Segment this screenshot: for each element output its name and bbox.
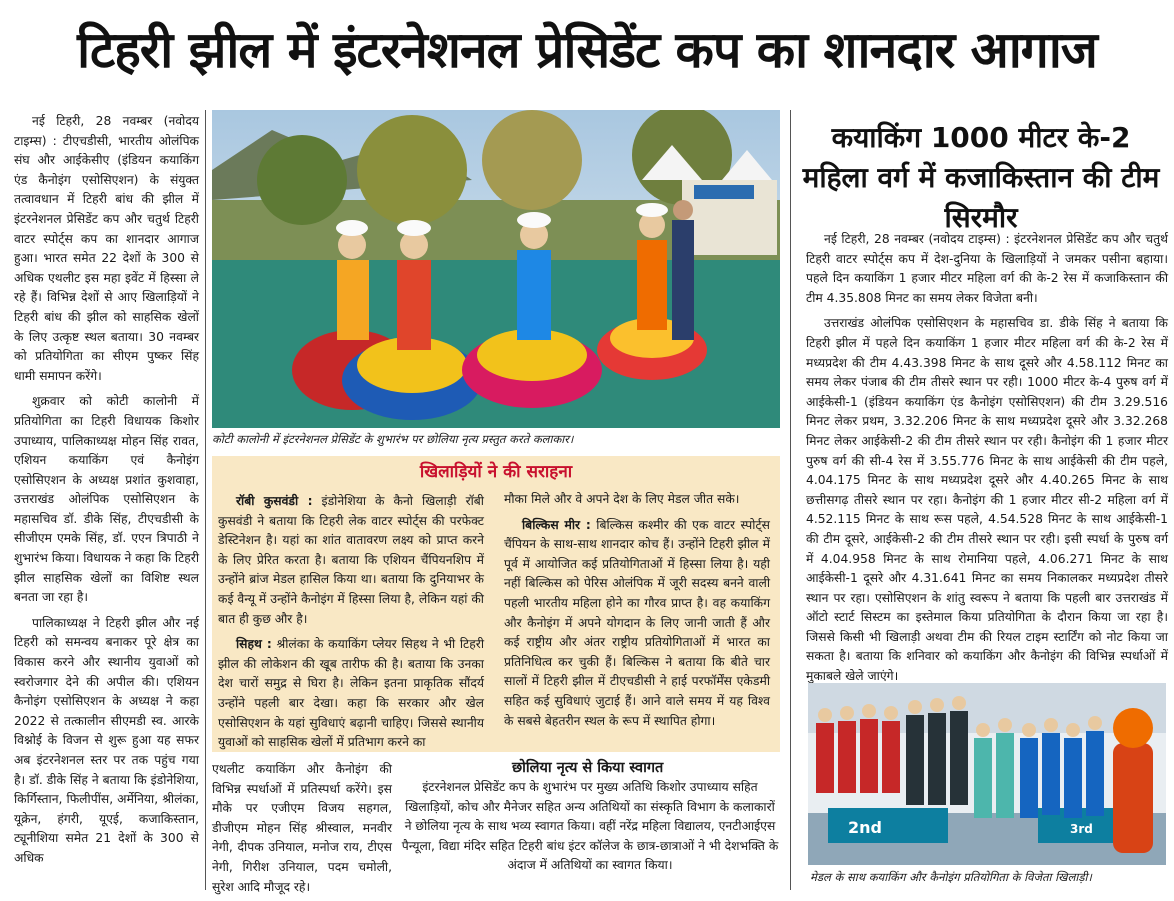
praise-robi-name: रॉबी कुसवंडी : xyxy=(236,494,313,508)
praise-continued-text: मौका मिले और वे अपने देश के लिए मेडल जीत सके। xyxy=(504,492,740,506)
chholiya-text: इंटरनेशनल प्रेसिडेंट कप के शुभारंभ पर मुख्य अतिथि किशोर उपाध्याय सहित खिलाड़ियों, कोच और मैनेजर सहित अन्य अतिथियों का संस्कृति विभाग के कलाकारों ने छोलिया नृत्य के साथ भव्य स्वागत किया। वहीं नरेंद्र महिला विद्यालय, एनटीआईएस पैन्यूला, विद्या मंदिर सहित टिहरी बांध इंटर कॉलेज के छात्र-छात्राओं ने भी देशभक्ति के अंदाज में अतिथियों का स्वागत किया। xyxy=(401,780,779,873)
right-para-1: नई टिहरी, 28 नवम्बर (नवोदय टाइम्स) : इंटरनेशनल प्रेसिडेंट कप और चतुर्थ टिहरी वाटर स्पोर्ट्स कप में देश-दुनिया के खिलाड़ियों ने जमकर पसीना बहाया। पहले दिन कयाकिंग 1 हजार मीटर महिला वर्ग की के-2 रेस में कजाकिस्तान की टीम 4.35.808 मिनट का समय लेकर विजेता बनी। xyxy=(806,232,1168,305)
middle-bottom-text: एथलीट कयाकिंग और कैनोइंग की विभिन्न स्पर्धाओं में प्रतिस्पर्धा करेंगे। इस मौके पर एजीएम विजय सहगल, डीजीएम मोहन सिंह श्रीस्वाल, मनवीर नेगी, दीपक उनियाल, मनोज राय, टीएस नेगी, गिरीश उनियाल, पदम चमोली, सुरेश आदि मौजूद रहे। xyxy=(212,762,392,894)
left-para-3: पालिकाध्यक्ष ने टिहरी झील और नई टिहरी को समन्वय बनाकर पूरे क्षेत्र का विकास करने और स्थानीय युवाओं को स्वरोजगार देने की अपील की। एशियन कैनोइंग एसोसिएशन के अध्यक्ष ने कहा 2022 से तत्कालीन सीएमडी स्व. आरके विश्नोई के विजन से शुरू हुआ यह सफर अब इंटरनेशनल स्तर पर तक पहुंच गया है। डॉ. डीके सिंह ने बताया कि इंडोनेशिया, किर्गिस्तान, फिलीपींस, अर्मेनिया, श्रीलंका, यूक्रेन, हंगरी, यूएई, कजाकिस्तान, ट्यूनीशिया समेत 21 देशों के 300 से अधिक xyxy=(14,615,199,865)
dance-photo-illustration xyxy=(212,110,780,428)
medal-photo-illustration xyxy=(808,683,1166,865)
praise-bilkis xyxy=(504,516,770,732)
praise-sihath xyxy=(218,635,484,753)
praise-bilkis-name: बिल्किस मीर : xyxy=(522,517,591,532)
chholiya-heading: छोलिया नृत्य से किया स्वागत xyxy=(512,760,664,776)
middle-bottom-column xyxy=(212,760,392,897)
left-para-1: नई टिहरी, 28 नवम्बर (नवोदय टाइम्स) : टीएचडीसी, भारतीय ओलंपिक संघ और आईकेसीए (इंडियन कयाकिंग एंड कैनोइंग एसोसिएशन) के संयुक्त तत्वावधान में टिहरी बांध की झील में इंटरनेशनल प्रेसिडेंट कप और चतुर्थ टिहरी वाटर स्पोर्ट्स कप का शानदार आगाज हुआ। भारत समेत 22 देशों के 300 से अधिक एथलीट इस महा इवेंट में हिस्सा ले रहे हैं। विभिन्न देशों से आए खिलाड़ियों ने टिहरी बांध की झील को साहसिक खेलों के लिए उत्कृष्ट स्थल बताया। 30 नवम्बर को प्रतियोगिता का सीएम पुष्कर सिंह धामी समापन करेंगे। xyxy=(14,114,199,383)
medal-winners-photo xyxy=(808,683,1166,865)
dance-photo-caption: कोटी कालोनी में इंटरनेशनल प्रेसिडेंट के शुभारंभ पर छोलिया नृत्य प्रस्तुत करते कलाकार। xyxy=(212,432,574,446)
left-para-2: शुक्रवार को कोटी कालोनी में प्रतियोगिता का टिहरी विधायक किशोर उपाध्याय, पालिकाध्यक्ष मोहन सिंह रावत, एशियन कयाकिंग एवं कैनोइंग एसोसिएशन के अध्यक्ष प्रशांत कुशवाहा, उत्तराखंड ओलंपिक एसोसिएशन के महासचिव डॉ. डीके सिंह, टीएचडीसी के सीजीएम एमके सिंह, डॉ. एएन त्रिपाठी ने शुभारंभ किया। विधायक ने कहा कि टिहरी झील साहसिक खेलों का विशिष्ट स्थल बनता जा रहा है। xyxy=(14,394,200,605)
chholiya-column xyxy=(400,778,780,876)
medal-photo-caption: मेडल के साथ कयाकिंग और कैनोइंग प्रतियोगिता के विजेता खिलाड़ी। xyxy=(810,870,1092,884)
praise-continued xyxy=(504,490,770,510)
praise-sihath-text: श्रीलंका के कयाकिंग प्लेयर सिहथ ने भी टिहरी झील की लोकेशन की खूब तारीफ की है। बताया कि उनका देश चारों समुद्र से घिरा है। लेकिन इतना प्राकृतिक सौंदर्य उन्होंने पहली बार देखा। कहा कि सरकार और खेल एसोसिएशन के यहां सुविधाएं बढ़ानी चाहिए। जिससे स्थानीय युवाओं को साहसिक खेलों में प्रतिभाग करने का xyxy=(218,637,485,750)
column-divider-right xyxy=(790,110,791,890)
praise-robi-text: इंडोनेशिया के कैनो खिलाड़ी रॉबी कुसवंडी ने बताया कि टिहरी लेक वाटर स्पोर्ट्स की परफेक्ट डेस्टिनेशन है। यहां का शांत वातावरण लक्ष्य को प्राप्त करने के लिए प्रेरित करता है। बताया कि एशियन चैंपियनशिप में उन्होंने ब्रांज मेडल हासिल किया था। बताया कि दुनियाभर के कई वैन्यू में उन्होंने कैनोइंग में हिस्सा लिया है, लेकिन यहां की बात ही कुछ और है। xyxy=(218,494,484,626)
podium-label-third: 3rd xyxy=(1070,822,1093,836)
right-article-column xyxy=(806,230,1168,687)
praise-bilkis-text: बिल्किस कश्मीर की एक वाटर स्पोर्ट्स चैंपियन के साथ-साथ शानदार कोच हैं। उन्होंने टिहरी झील में पूर्व में आयोजित कई प्रतियोगिताओं में हिस्सा लिया है। यही नहीं बिल्किस को पेरिस ओलंपिक में जूरी सदस्य बनने वाली पहली भारतीय महिला होने का गौरव प्राप्त है। वह कयाकिंग और कैनोइंग में अपने योगदान के लिए जानी जाती हैं और कई राष्ट्रीय और अंतर राष्ट्रीय प्रतियोगिताओं में भारत का प्रतिनिधित्व कर चुकी हैं। बिल्किस ने बताया कि बीते चार सालों में टिहरी झील में टीएचडीसी ने हाई परफॉर्मेंस एकेडमी सहित कई सुविधाएं जुटाई हैं। आने वाले समय में यह विश्व के सबसे बेहतरीन स्थल के रूप में स्थापित होगा। xyxy=(504,517,770,728)
praise-box-title: खिलाड़ियों ने की सराहना xyxy=(419,462,573,482)
praise-left-column xyxy=(218,492,484,753)
right-para-2: उत्तराखंड ओलंपिक एसोसिएशन के महासचिव डा. डीके सिंह ने बताया कि टिहरी झील में पहले दिन कयाकिंग 1 हजार मीटर महिला वर्ग की के-2 रेस में मध्यप्रदेश की टीम 4.43.398 मिनट के साथ दूसरे और 4.58.112 मिनट का समय लेकर पंजाब की टीम तीसरे स्थान पर रही। 1000 मीटर के-4 पुरुष वर्ग में आईकेसी-1 (इंडियन कयाकिंग एंड कैनोइंग एसोसिएशन) की टीम 3.29.516 मिनट लेकर प्रथम, 3.32.206 मिनट के साथ मध्यप्रदेश दूसरे और 3.32.268 मिनट लेकर आईकेसी-2 की टीम तीसरे स्थान पर रही। कैनोइंग की 1 हजार मीटर पुरुष वर्ग की सी-4 रेस में 3.55.776 मिनट के साथ आईकेसी की टीम पहले, 4.04.175 मिनट के साथ मध्यप्रदेश दूसरे और 4.40.265 मिनट के साथ छत्तीसगढ़ तीसरे स्थान पर रहा। कैनोइंग की 1 हजार मीटर सी-2 महिला वर्ग में 4.52.115 मिनट के साथ रूस पहले, 4.54.528 मिनट के साथ आईकेसी-1 की टीम दूसरे, आईकेसी-2 की टीम तीसरे स्थान पर रही। इसी स्पर्धा के पुरुष वर्ग में 4.04.958 मिनट के साथ रोमानिया पहले, 4.06.271 मिनट के साथ आईकेसी-1 दूसरे और 4.31.641 मिनट का समय निकालकर मध्यप्रदेश तीसरे स्थान पर रहा। एसोसिएशन के शांतु स्वरूप ने बताया कि पहली बार उत्तराखंड में ऑटो स्टार्ट सिस्टम का इस्तेमाल किया प्रतियोगिता के दौरान किया जा रहा है। जिससे किसी भी खिलाड़ी अथवा टीम की रियल टाइम स्टार्टिंग को नोट किया जा सकता है। बताया कि शनिवार को कयाकिंग और कैनोइंग की विभिन्न स्पर्धाओं में मुकाबले खेले जाएंगे। xyxy=(806,316,1168,684)
podium-label-second: 2nd xyxy=(848,818,882,837)
player-praise-box xyxy=(212,456,780,752)
column-divider xyxy=(205,110,206,890)
headline: टिहरी झील में इंटरनेशनल प्रेसिडेंट कप का शानदार आगाज xyxy=(77,21,1097,79)
left-column xyxy=(14,112,199,897)
praise-robi xyxy=(218,492,484,629)
right-article-heading: कयाकिंग 1000 मीटर के-2 महिला वर्ग में कजाकिस्तान की टीम सिरमौर xyxy=(802,121,1160,234)
praise-sihath-name: सिहथ : xyxy=(236,637,272,652)
chholiya-dance-photo xyxy=(212,110,780,428)
praise-right-column xyxy=(504,490,770,731)
